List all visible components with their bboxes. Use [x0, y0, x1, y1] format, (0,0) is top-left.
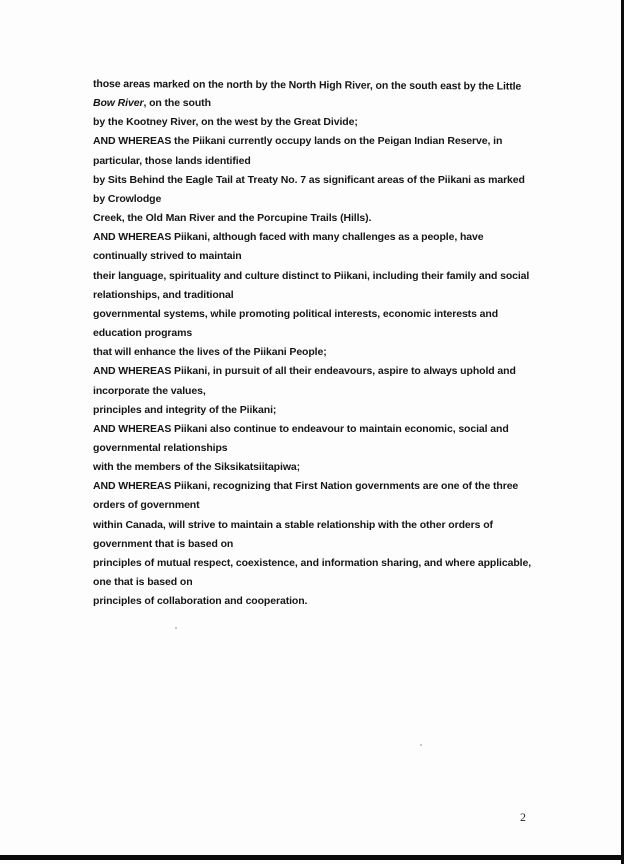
document-line: governmental relationships: [93, 441, 228, 454]
italic-text-segment: Bow River: [93, 97, 144, 110]
document-line: continually strived to maintain: [93, 250, 242, 263]
document-line: AND WHEREAS Piikani, in pursuit of all their endeavours, aspire to always uphold and: [93, 365, 516, 378]
document-line: within Canada, will strive to maintain a stable relationship with the other orders of: [93, 518, 493, 531]
document-line: their language, spirituality and culture distinct to Piikani, including their family and social: [93, 269, 530, 282]
document-line: with the members of the Siksikatsiitapiwa;: [93, 461, 301, 474]
document-line: [93, 94, 553, 113]
document-line: that will enhance the lives of the Piikani People;: [93, 346, 327, 359]
document-line: AND WHEREAS Piikani, recognizing that First Nation governments are one of the three: [93, 480, 519, 493]
document-line: by Crowlodge: [93, 192, 162, 205]
scan-speck: [175, 627, 177, 629]
document-line: education programs: [93, 327, 193, 340]
document-line: government that is based on: [93, 537, 234, 550]
text-segment: , on the south: [143, 97, 211, 110]
document-line: governmental systems, while promoting political interests, economic interests and: [93, 307, 499, 320]
document-line: one that is based on: [93, 576, 193, 589]
document-line: particular, those lands identified: [93, 154, 251, 167]
document-line: incorporate the values,: [93, 384, 206, 397]
document-line: those areas marked on the north by the North High River, on the south east by the Little: [92, 78, 522, 93]
document-line: principles and integrity of the Piikani;: [93, 403, 277, 416]
document-line: Creek, the Old Man River and the Porcupine Trails (Hills).: [93, 212, 372, 225]
document-line: by the Kootney River, on the west by the Great Divide;: [93, 116, 358, 129]
document-line: orders of government: [93, 499, 200, 512]
document-line: principles of collaboration and cooperation.: [93, 595, 308, 608]
document-line: principles of mutual respect, coexistence, and information sharing, and where applicable,: [93, 556, 532, 569]
document-line: AND WHEREAS the Piikani currently occupy lands on the Peigan Indian Reserve, in: [93, 135, 503, 148]
text-block: [93, 75, 553, 611]
scan-speck: [420, 744, 422, 746]
document-line: AND WHEREAS Piikani also continue to endeavour to maintain economic, social and: [93, 422, 509, 435]
document-line: by Sits Behind the Eagle Tail at Treaty No. 7 as significant areas of the Piikani as marked: [93, 173, 525, 186]
scan-edge-bottom: [0, 855, 624, 860]
document-line: relationships, and traditional: [93, 288, 234, 301]
document-line: AND WHEREAS Piikani, although faced with many challenges as a people, have: [93, 231, 484, 244]
page-number: 2: [520, 810, 526, 824]
